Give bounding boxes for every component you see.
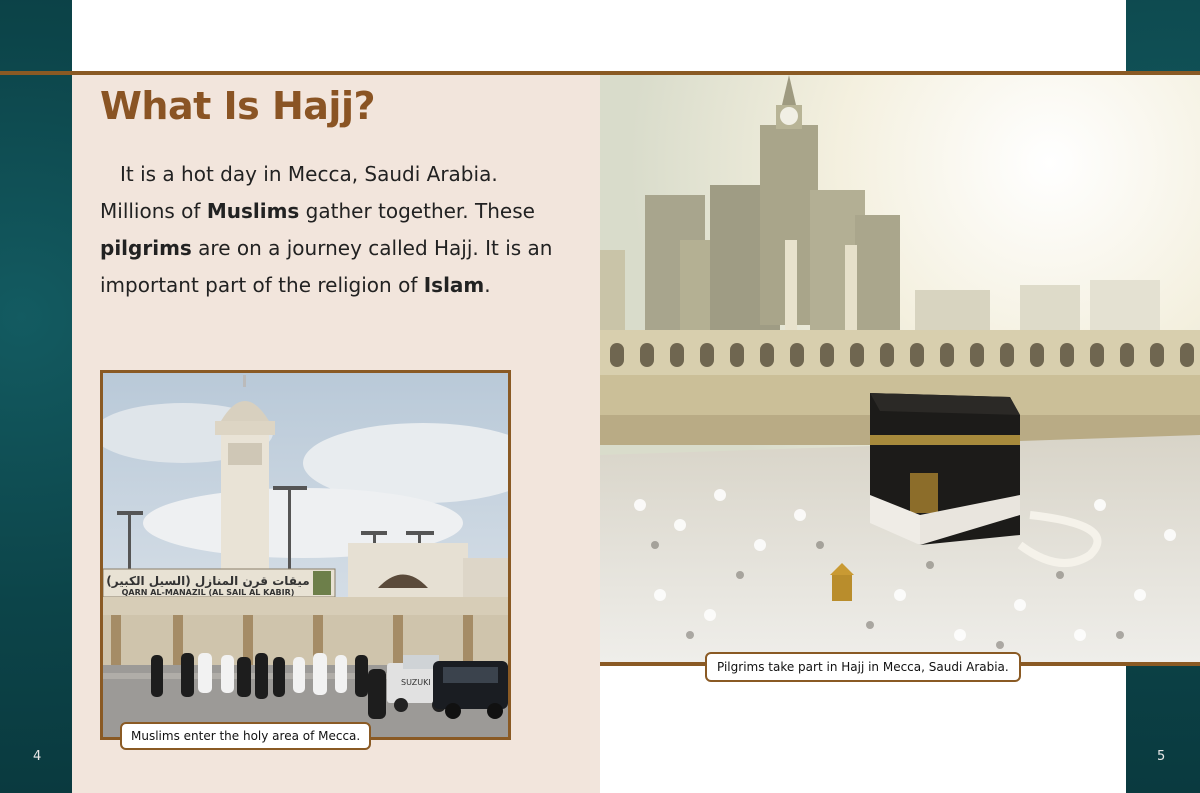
grand-mosque-illustration — [600, 75, 1200, 662]
paragraph-run: gather together. These — [299, 199, 535, 223]
sign-latin-text: QARN AL-MANAZIL (AL SAIL AL KABIR) — [121, 588, 295, 597]
body-paragraph — [100, 156, 570, 304]
term-pilgrims: pilgrims — [100, 236, 192, 260]
miqat-gate-illustration — [103, 373, 508, 737]
top-white-band — [72, 0, 1126, 71]
paragraph-run: are on a journey called Hajj. It is an important part of the religion of — [100, 236, 553, 297]
left-teal-border — [0, 0, 72, 793]
caption-right-photo: Pilgrims take part in Hajj in Mecca, Saudi Arabia. — [705, 652, 1021, 682]
paragraph-run: . — [484, 273, 491, 297]
sign-arabic-text: ميقات قرن المنازل (السيل الكبير) — [106, 574, 310, 588]
page-number-left: 4 — [33, 749, 42, 764]
photo-grand-mosque — [600, 75, 1200, 662]
photo-miqat-gate — [100, 370, 511, 740]
page-title: What Is Hajj? — [100, 84, 376, 128]
term-islam: Islam — [423, 273, 485, 297]
right-bottom-white-band — [600, 666, 1126, 793]
truck-label: SUZUKI — [401, 678, 431, 687]
caption-left-photo: Muslims enter the holy area of Mecca. — [120, 722, 371, 750]
page-number-right: 5 — [1157, 749, 1166, 764]
term-muslims: Muslims — [206, 199, 300, 223]
paragraph-run: It is a hot day in Mecca, Saudi Arabia. Millions of — [100, 162, 498, 223]
